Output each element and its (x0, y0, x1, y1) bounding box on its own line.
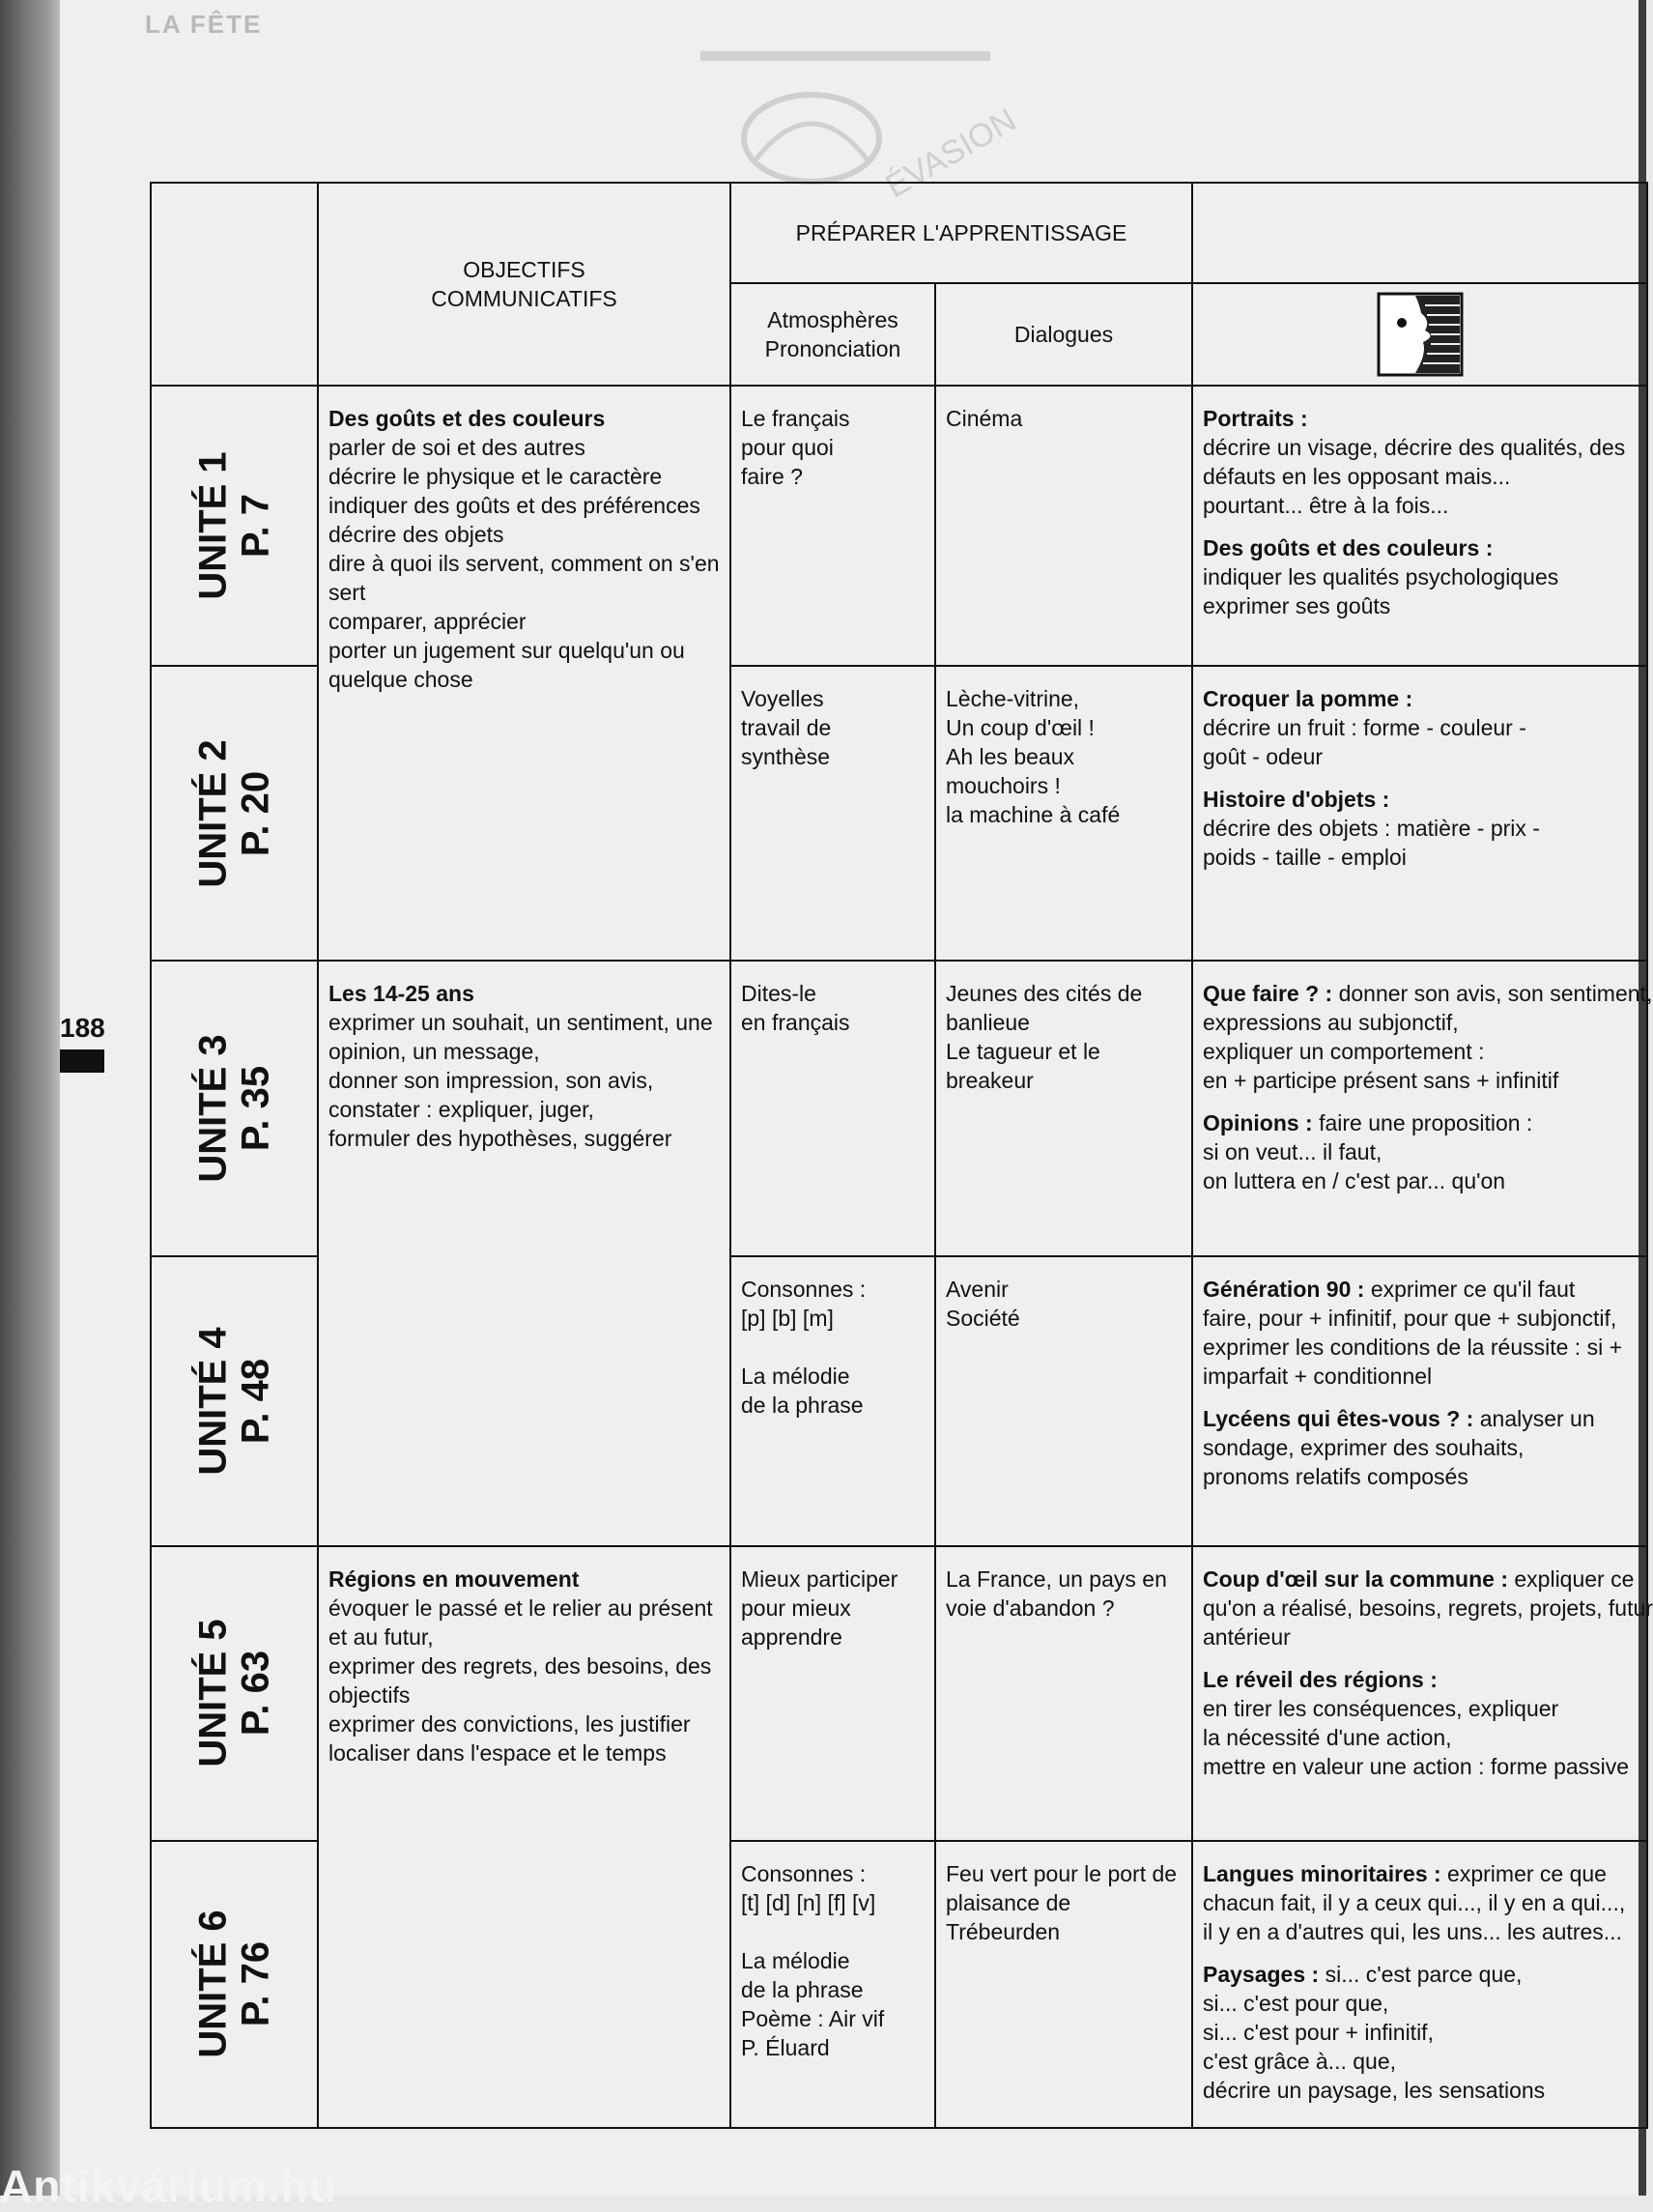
objective-item: exprimer des regrets, des besoins, des (328, 1652, 712, 1679)
practice-title: Langues minoritaires : (1203, 1860, 1441, 1886)
header-dialogues: Dialogues (935, 283, 1192, 386)
dialogues-cell (935, 961, 1192, 1255)
atmospheres-item: de la phrase (741, 1976, 864, 2002)
practice-inline: exprimer ce que (1440, 1860, 1607, 1886)
practice-line: chacun fait, il y a ceux qui..., il y en a qui..., (1203, 1889, 1626, 1915)
practice-cell (1192, 1841, 1647, 2128)
objective-item: évoquer le passé et le relier au présent (328, 1594, 713, 1621)
atmospheres-item (741, 1917, 925, 1946)
practice-cell (1192, 386, 1647, 666)
practice-title: Lycéens qui êtes-vous ? : (1203, 1405, 1474, 1431)
unit-cell (151, 386, 318, 666)
watermark: Antikvárium.hu (0, 2161, 337, 2211)
practice-line: expliquer un comportement : (1203, 1039, 1485, 1065)
practice-block-title (1203, 1565, 1646, 1594)
objective-item: localiser dans l'espace et le temps (328, 1739, 667, 1766)
atmospheres-item: Le français (741, 406, 850, 432)
unit-name: UNITÉ 1 (191, 451, 235, 600)
atmospheres-cell (730, 666, 935, 961)
practice-block-title (1203, 1665, 1646, 1694)
dialogues-cell (935, 666, 1192, 961)
practice-line: qu'on a réalisé, besoins, regrets, projets, futur (1203, 1594, 1653, 1621)
practice-block-title (1203, 979, 1653, 1008)
practice-title: Histoire d'objets : (1203, 787, 1390, 813)
practice-line: si... c'est pour + infinitif, (1203, 2019, 1434, 2045)
practice-block-title (1203, 1108, 1646, 1137)
atmospheres-item: travail de synthèse (741, 715, 832, 770)
practice-inline: expliquer ce (1507, 1566, 1635, 1592)
practice-inline: si... c'est parce que, (1319, 1961, 1523, 1987)
objectives-title: Des goûts et des couleurs (328, 406, 606, 432)
practice-line: il y en a d'autres qui, les uns... les autres... (1203, 1918, 1622, 1944)
practice-title: Portraits : (1203, 406, 1308, 432)
objective-item: parler de soi et des autres (328, 435, 585, 461)
practice-line: décrire un visage, décrire des qualités, des (1203, 435, 1626, 461)
unit-name: UNITÉ 6 (191, 1910, 235, 2059)
practice-line: défauts en les opposant mais... (1203, 464, 1511, 490)
atmospheres-cell (730, 961, 935, 1255)
atmospheres-item: Voyelles (741, 686, 824, 712)
atmospheres-item: pour quoi (741, 435, 834, 461)
dialogues-cell (935, 1256, 1192, 1546)
objective-item: porter un jugement sur quelqu'un ou quelque chose (328, 638, 685, 693)
objectives-cell (318, 1546, 730, 2128)
dialogues-item: Jeunes des cités de (946, 981, 1143, 1007)
practice-line: la nécessité d'une action, (1203, 1724, 1452, 1750)
practice-line: décrire des objets : matière - prix - (1203, 816, 1540, 842)
unit-page: P. 63 (234, 1651, 277, 1737)
practice-line: on luttera en / c'est par... qu'on (1203, 1168, 1506, 1194)
practice-block-title (1203, 1859, 1646, 1888)
objective-item: exprimer un souhait, un sentiment, une (328, 1010, 713, 1036)
page-number: 188 (60, 1013, 105, 1043)
practice-line: antérieur (1203, 1623, 1291, 1650)
practice-line: goût - odeur (1203, 744, 1324, 770)
header-atmospheres-label: Atmosphères Prononciation (764, 307, 901, 362)
practice-block-title (1203, 1404, 1646, 1433)
dialogues-item: la machine à café (946, 802, 1121, 828)
practice-line: imparfait + conditionnel (1203, 1363, 1433, 1389)
practice-block-title (1203, 785, 1646, 814)
objectives-title: Les 14-25 ans (328, 981, 474, 1007)
unit-cell (151, 961, 318, 1255)
practice-title: Croquer la pomme : (1203, 686, 1413, 712)
unit-label (191, 739, 276, 887)
practice-line: décrire un fruit : forme - couleur - (1203, 715, 1526, 741)
practice-line: indiquer les qualités psychologiques (1203, 564, 1559, 590)
objective-item: constater : expliquer, juger, (328, 1097, 594, 1123)
practice-line: c'est grâce à... que, (1203, 2048, 1397, 2074)
objective-item: et au futur, (328, 1623, 434, 1650)
objectives-cell (318, 386, 730, 961)
unit-name: UNITÉ 4 (191, 1326, 235, 1476)
units-body (151, 386, 1653, 2128)
atmospheres-item: en français (741, 1010, 850, 1036)
practice-line: en + participe présent sans + infinitif (1203, 1068, 1559, 1094)
atmospheres-item: P. Éluard (741, 2034, 830, 2060)
practice-line: sondage, exprimer des souhaits, (1203, 1434, 1525, 1460)
dialogues-item: voie d'abandon ? (946, 1594, 1115, 1621)
practice-block-title (1203, 1275, 1646, 1304)
objective-item: objectifs (328, 1681, 411, 1708)
unit-label (191, 1327, 276, 1475)
practice-title: Le réveil des régions : (1203, 1666, 1438, 1692)
practice-line: poids - taille - emploi (1203, 845, 1407, 871)
running-head: LA FÊTE (145, 10, 263, 39)
practice-line: décrire un paysage, les sensations (1203, 2077, 1546, 2103)
atmospheres-item: La mélodie (741, 1947, 850, 1973)
practice-cell (1192, 666, 1647, 961)
unit-label (191, 1620, 276, 1767)
dialogues-cell (935, 1546, 1192, 1841)
unit-label (191, 1034, 276, 1182)
unit-page: P. 7 (234, 494, 277, 559)
unit-label (191, 451, 276, 599)
header-empty-right (1192, 183, 1647, 283)
practice-line: exprimer ses goûts (1203, 593, 1391, 619)
dialogues-item: plaisance de Trébeurden (946, 1889, 1071, 1944)
unit-page: P. 76 (234, 1941, 277, 2027)
header-objectifs (318, 183, 730, 386)
unit-cell (151, 1256, 318, 1546)
dialogues-item: La France, un pays en (946, 1566, 1167, 1592)
practice-line: en tirer les conséquences, expliquer (1203, 1695, 1559, 1721)
objective-item: indiquer des goûts et des préférences (328, 493, 700, 519)
objectives-cell (318, 961, 730, 1545)
dialogues-item: Le tagueur et le breakeur (946, 1039, 1100, 1094)
practice-inline: analyser un (1473, 1405, 1595, 1431)
unit-row (151, 386, 1647, 666)
practice-cell (1192, 961, 1653, 1255)
unit-cell (151, 1546, 318, 1841)
decorative-ornament-icon (696, 46, 1023, 206)
atmospheres-item: Dites-le (741, 981, 816, 1007)
header-objectifs-label: OBJECTIFS COMMUNICATIFS (431, 257, 617, 312)
objective-item: exprimer des convictions, les justifier (328, 1710, 691, 1737)
practice-cell (1192, 1256, 1647, 1546)
practice-block-title (1203, 684, 1646, 713)
atmospheres-item: faire ? (741, 464, 803, 490)
atmospheres-item: Mieux participer (741, 1566, 898, 1592)
objective-item: décrire des objets (328, 522, 504, 548)
practice-title: Que faire ? : (1203, 981, 1333, 1007)
unit-name: UNITÉ 3 (191, 1034, 235, 1183)
dialogues-item: Lèche-vitrine, (946, 686, 1080, 712)
practice-line: pronoms relatifs composés (1203, 1463, 1468, 1489)
page-number-bar (60, 1049, 104, 1073)
dialogues-item: Société (946, 1305, 1020, 1331)
atmospheres-cell (730, 1841, 935, 2128)
objective-item: opinion, un message, (328, 1039, 540, 1065)
header-empty-corner (151, 183, 318, 386)
atmospheres-item: Consonnes : (741, 1276, 867, 1302)
mask-face-icon (1377, 292, 1464, 377)
practice-line: exprimer les conditions de la réussite : si + (1203, 1334, 1623, 1360)
atmospheres-item: Poème : Air vif (741, 2005, 885, 2031)
atmospheres-item: apprendre (741, 1623, 842, 1650)
practice-title: Génération 90 : (1203, 1276, 1365, 1302)
dialogues-item: Avenir (946, 1276, 1009, 1302)
atmospheres-item: La mélodie (741, 1363, 850, 1389)
practice-block-title (1203, 533, 1646, 562)
header-icon-cell (1192, 283, 1647, 386)
unit-name: UNITÉ 5 (191, 1619, 235, 1767)
atmospheres-item: pour mieux (741, 1594, 851, 1621)
unit-name: UNITÉ 2 (191, 739, 235, 888)
objectives-title: Régions en mouvement (328, 1566, 580, 1592)
practice-block-title (1203, 404, 1646, 433)
practice-inline: faire une proposition : (1312, 1110, 1533, 1136)
unit-page: P. 48 (234, 1358, 277, 1444)
unit-row (151, 961, 1647, 1255)
practice-title: Des goûts et des couleurs : (1203, 535, 1494, 561)
practice-title: Opinions : (1203, 1110, 1313, 1136)
practice-line: mettre en valeur une action : forme passive (1203, 1753, 1630, 1779)
programme-table (150, 182, 1653, 2129)
practice-title: Paysages : (1203, 1961, 1320, 1987)
atmospheres-item (741, 1333, 925, 1362)
unit-page: P. 20 (234, 770, 277, 856)
practice-cell (1192, 1546, 1653, 1841)
atmospheres-item: [t] [d] [n] [f] [v] (741, 1889, 876, 1915)
atmospheres-cell (730, 386, 935, 666)
dialogues-item: Un coup d'œil ! (946, 715, 1095, 741)
dialogues-cell (935, 1841, 1192, 2128)
practice-line: faire, pour + infinitif, pour que + subjonctif, (1203, 1305, 1617, 1331)
atmospheres-item: Consonnes : (741, 1860, 867, 1886)
dialogues-item: banlieue (946, 1010, 1030, 1036)
book-binding (0, 0, 60, 2196)
unit-cell (151, 666, 318, 961)
dialogues-item: Feu vert pour le port de (946, 1860, 1178, 1886)
objective-item: dire à quoi ils servent, comment on s'en sert (328, 551, 720, 606)
practice-line: expressions au subjonctif, (1203, 1010, 1459, 1036)
unit-cell (151, 1841, 318, 2128)
atmospheres-cell (730, 1546, 935, 1841)
header-preparer: PRÉPARER L'APPRENTISSAGE (730, 183, 1192, 283)
practice-line: pourtant... être à la fois... (1203, 493, 1449, 519)
practice-title: Coup d'œil sur la commune : (1203, 1566, 1508, 1592)
objective-item: comparer, apprécier (328, 609, 527, 635)
objective-item: donner son impression, son avis, (328, 1068, 654, 1094)
atmospheres-cell (730, 1256, 935, 1546)
practice-inline: exprimer ce qu'il faut (1364, 1276, 1576, 1302)
atmospheres-item: [p] [b] [m] (741, 1305, 834, 1331)
atmospheres-item: de la phrase (741, 1392, 864, 1418)
dialogues-cell (935, 386, 1192, 666)
unit-row (151, 1546, 1647, 1841)
practice-line: si... c'est pour que, (1203, 1990, 1389, 2016)
objective-item: formuler des hypothèses, suggérer (328, 1126, 672, 1152)
svg-text:ÉVASION: ÉVASION (879, 101, 1023, 206)
practice-block-title (1203, 1960, 1646, 1989)
dialogues-item: Cinéma (946, 406, 1023, 432)
dialogues-item: Ah les beaux mouchoirs ! (946, 744, 1074, 799)
unit-label (191, 1910, 276, 2058)
objective-item: décrire le physique et le caractère (328, 464, 663, 490)
header-atmospheres (730, 283, 935, 386)
practice-line: si on veut... il faut, (1203, 1139, 1382, 1165)
practice-inline: donner son avis, son sentiment, (1332, 981, 1653, 1007)
unit-page: P. 35 (234, 1065, 277, 1152)
